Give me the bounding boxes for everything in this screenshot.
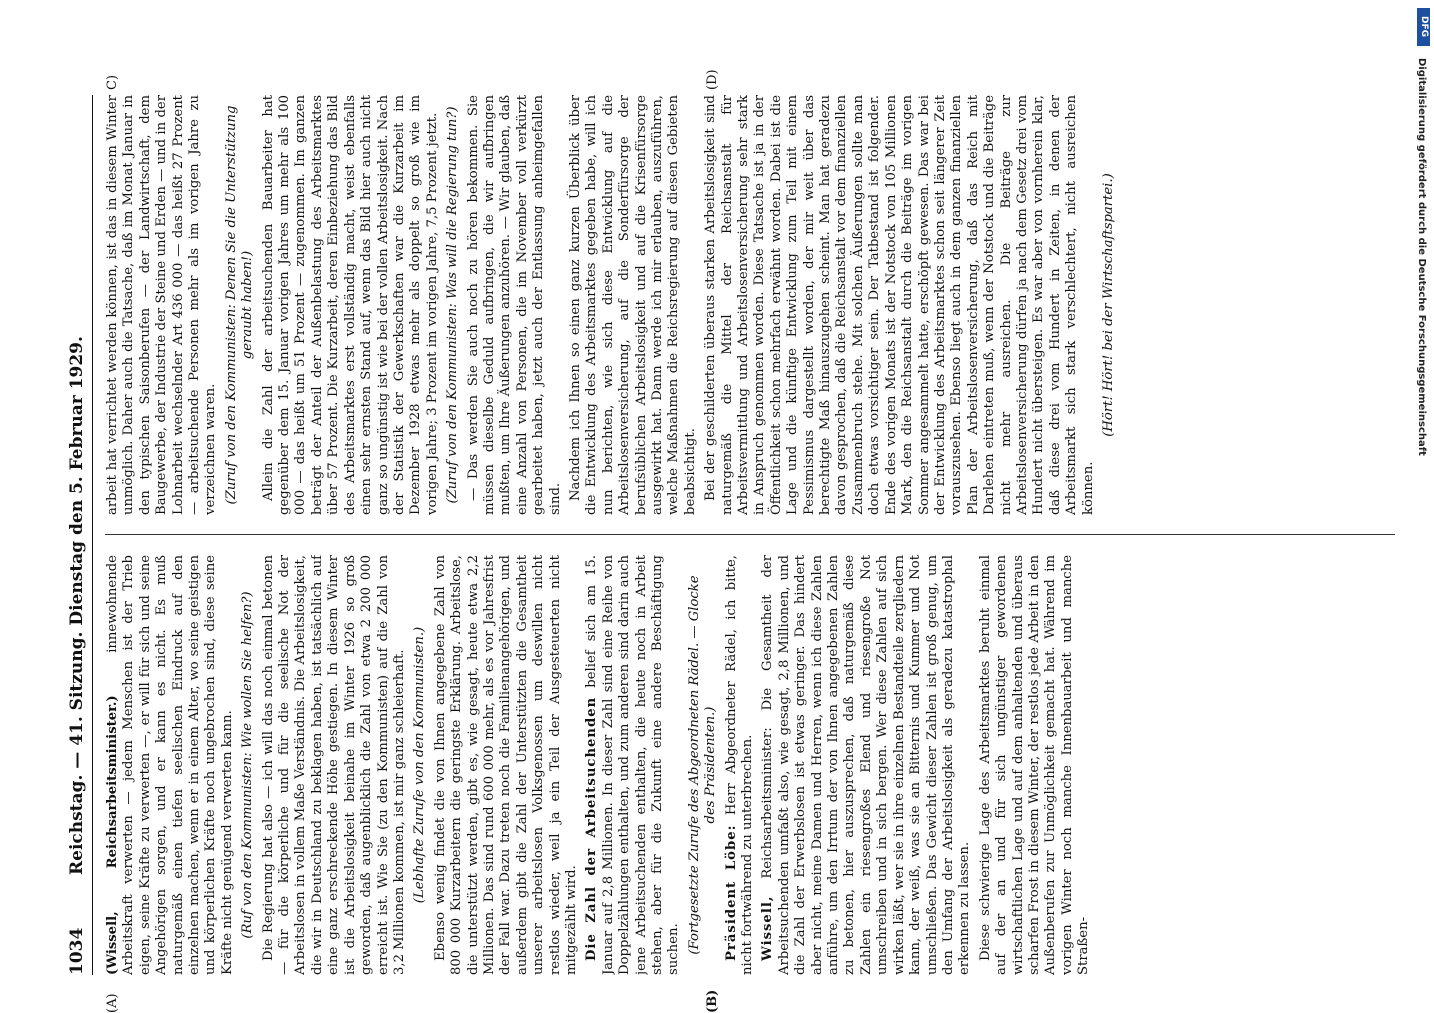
- paragraph: — Das werden Sie auch noch zu hören bekommen. Sie müssen dieselbe Geduld aufbringen, die wir aufbringen mußten, um Ihre Äußerungen anzuhören. — Wir glauben, daß eine Anzahl von Personen, die im November voll verkürzt gearbeitet haben, jetzt auch der Entlassung anheimgefallen sind.: [465, 95, 563, 515]
- interjection: (Ruf von den Kommunisten: Wie wollen Sie helfen?): [240, 591, 256, 939]
- paragraph: Allein die Zahl der arbeitsuchenden Bauarbeiter hat gegenüber dem 15. Januar vorigen Jahres um mehr als 100 000 — das heißt um 51 Prozent — zugenommen. Im ganzen beträgt der Anteil der Außenbelastung des Arbeitsmarktes über 57 Prozent. Die Kurzarbeit, deren Einbeziehung das Bild des Arbeitsmarktes erst vollständig macht, weist ebenfalls einen sehr ernsten Stand auf, wenn das Bild hier auch nicht ganz so ungünstig ist wie bei der vollen Arbeitslosigkeit. Nach der Statistik der Gewerkschaften war die Kurzarbeit im Dezember 1928 etwas mehr als doppelt so groß wie im vorigen Jahre; 3 Prozent im vorigen Jahre, 7,5 Prozent jetzt.: [260, 95, 440, 515]
- margin-mark-b: (B): [705, 989, 720, 1013]
- paragraph: innewohnende Arbeitskraft verwerten — jedem Menschen ist der Trieb eigen, seine Kräfte zu verwerten —, er will für sich und seine Angehörigen sorgen, und er kann es nicht. Es muß naturgemäß einen tiefen seelischen Eindruck auf den einzelnen machen, wenn er in einem Alter, wo seine geistigen und körperlichen Kräfte noch ungebrochen sind, diese seine Kräfte nicht genügend verwerten kann.: [105, 555, 235, 975]
- interjection: (Zuruf von den Kommunisten: Denen Sie die Unterstützung geraubt haben!): [223, 105, 256, 505]
- left-column: [105, 555, 1395, 975]
- interjection: (Fortgesetzte Zurufe des Abgeordneten Rädel. — Glocke des Präsidenten.): [686, 575, 719, 955]
- rotated-print-page: [65, 69, 1405, 1013]
- paragraph: Herr Abgeordneter Rädel, ich bitte, nicht fortwährend zu unterbrechen.: [723, 555, 756, 975]
- dfg-logo: DFG: [1417, 8, 1430, 46]
- running-head: Reichstag. — 41. Sitzung. Dienstag den 5. Februar 1929.: [67, 336, 87, 875]
- page-header: [65, 95, 91, 975]
- paragraph: Reichsarbeitsminister: Die Gesamtheit der Arbeitsuchenden umfaßt also, wie gesagt, 2,8 Millionen, und die Zahl der Erwerbslosen ist etwas geringer. Das hindert aber nicht, meine Damen und Herren, wenn ich diese Zahlen anführe, um den Irrtum der von Ihnen angegebenen Zahlen zu betonen, hier auszusprechen, daß naturgemäß diese Zahlen ein riesengroßes Elend und riesengroße Not umschreiben und in sich bergen. Wer diese Zahlen auf sich wirken läßt, wer sie in ihre einzelnen Bestandteile zergliedern kann, der weiß, was sie an Bitternis und Kummer und Not umschließen. Das Gewicht dieser Zahlen ist groß genug, um den Umfang der Arbeitslosigkeit als geradezu katastrophal erkennen zu lassen.: [760, 555, 973, 975]
- margin-mark-c: C): [105, 74, 120, 90]
- header-rule: [92, 95, 93, 975]
- digitization-credit: [1416, 8, 1432, 993]
- speaker-reference: (Wissell, Reichsarbeitsminister.): [105, 695, 120, 975]
- paragraph: Nachdem ich Ihnen so einen ganz kurzen Überblick über die Entwicklung des Arbeitsmarktes gegeben habe, will ich nun berichten, wie sich diese Entwicklung auf die Arbeitslosenversicherung, auf die Sonderfürsorge der berufsüblichen Arbeitslosigkeit und auf die Krisenfürsorge ausgewirkt hat. Dann werde ich mir erlauben, auszuführen, welche Maßnahmen die Reichsregierung auf diesen Gebieten beabsichtigt.: [567, 95, 698, 515]
- speaker-name: Präsident Löbe:: [723, 824, 739, 961]
- paragraph: Die Regierung hat also — ich will das noch einmal betonen — für die körperliche und für die seelische Not der Arbeitslosen in vollem Maße Verständnis. Die Arbeitslosigkeit, die wir in Deutschland zu beklagen haben, ist tatsächlich auf eine ganz erschreckende Höhe gestiegen. In diesem Winter ist die Arbeitslosigkeit beinahe im Winter 1926 so groß geworden, daß augenblicklich die Zahl von etwa 2 200 000 erreicht ist. Wie Sie (zu den Kommunisten) auf die Zahl von 3,2 Millionen kommen, ist mir ganz schleierhaft.: [260, 555, 407, 975]
- speaker-name: Wissell,: [760, 895, 776, 961]
- column-divider: [105, 534, 1395, 535]
- right-column: [105, 95, 1395, 515]
- margin-mark-a: (A): [105, 993, 120, 1013]
- page-number: 1034: [67, 927, 87, 975]
- interjection: (Lebhafte Zurufe von den Kommunisten.): [412, 626, 428, 904]
- interjection: (Hört! Hört! bei der Wirtschaftspartei.): [1100, 173, 1116, 437]
- paragraph: Ebenso wenig findet die von Ihnen angegebene Zahl von 800 000 Kurzarbeitern die geringste Erklärung. Arbeitslose, die unterstützt werden, gibt es, wie gesagt, heute etwa 2,2 Millionen. Das sind rund 600 000 mehr, als es vor Jahresfrist der Fall war. Dazu treten noch die Familienangehörigen, und außerdem gibt die Zahl der Unterstützten die Gesamtheit unserer arbeitslosen Volksgenossen um deswillen nicht restlos wieder, weil ja ein Teil der Ausgesteuerten nicht mitgezählt wird.: [432, 555, 579, 975]
- paragraph: Bei der geschilderten überaus starken Arbeitslosigkeit sind naturgemäß die Mittel der Reichsanstalt für Arbeitsvermittlung und Arbeitslosenversicherung sehr stark in Anspruch genommen worden. Diese Tatsache ist ja in der Öffentlichkeit schon mehrfach erwähnt worden. Dabei ist die Lage und die künftige Entwicklung zum Teil mit einem Pessimismus dargestellt worden, der mir weit über das berechtigte Maß hinauszugehen scheint. Man hat geradezu davon gesprochen, daß die Reichsanstalt vor dem finanziellen Zusammenbruch stehe. Mit solchen Äußerungen sollte man doch etwas vorsichtiger sein. Der Tatbestand ist folgender. Ende des vorigen Monats ist der Notstock von 105 Millionen Mark, den die Reichsanstalt durch die Beiträge im vorigen Sommer angesammelt hatte, erschöpft gewesen. Das war bei der Entwicklung des Arbeitsmarktes schon seit längerer Zeit vorauszusehen. Ebenso liegt auch in dem ganzen finanziellen Plan der Arbeitslosenversicherung, daß das Reich mit Darlehen eintreten muß, wenn der Notstock und die Beiträge nicht mehr ausreichen. Die Beiträge zur Arbeitslosenversicherung dürfen ja nach dem Gesetz drei vom Hundert nicht übersteigen. Es war aber von vornherein klar, daß diese drei vom Hundert in Zeiten, in denen der Arbeitsmarkt sich stark verschlechtert, nicht ausreichen können.: [703, 95, 1096, 515]
- emphasis-lead: Die Zahl der Arbeitsuchenden: [584, 696, 600, 961]
- paragraph: arbeit hat verrichtet werden können, ist das in diesem Winter unmöglich. Daher auch die Tatsache, daß im Monat Januar in den typischen Saisonberufen — der Landwirtschaft, dem Baugewerbe, der Industrie der Steine und Erden — und in der Lohnarbeit wechselnder Art 436 000 — das heißt 27 Prozent — arbeitsuchende Personen mehr als im vorigen Jahre zu verzeichnen waren.: [105, 95, 219, 515]
- margin-mark-d: (D): [705, 69, 720, 90]
- credit-text: Digitalisierung gefördert durch die Deutsche Forschungsgemeinschaft: [1416, 58, 1427, 456]
- paragraph: belief sich am 15. Januar auf 2,8 Millionen. In dieser Zahl sind eine Reihe von Doppelzählungen enthalten, und zum anderen sind darin auch jene Arbeitsuchenden enthalten, die heute noch in Arbeit stehen, aber für die Zukunft eine andere Beschäftigung suchen.: [584, 555, 682, 975]
- paragraph: Diese schwierige Lage des Arbeitsmarktes beruht einmal auf der an und für sich ungünstiger gewordenen wirtschaftlichen Lage und auf dem anhaltenden und überaus scharfen Frost in diesem Winter, der restlos jede Arbeit in den Außenberufen zur Unmöglichkeit gemacht hat. Während im vorigen Winter noch manche Innenbauarbeit und manche Straßen-: [977, 555, 1092, 975]
- interjection: (Zuruf von den Kommunisten: Was will die Regierung tun?): [445, 106, 461, 504]
